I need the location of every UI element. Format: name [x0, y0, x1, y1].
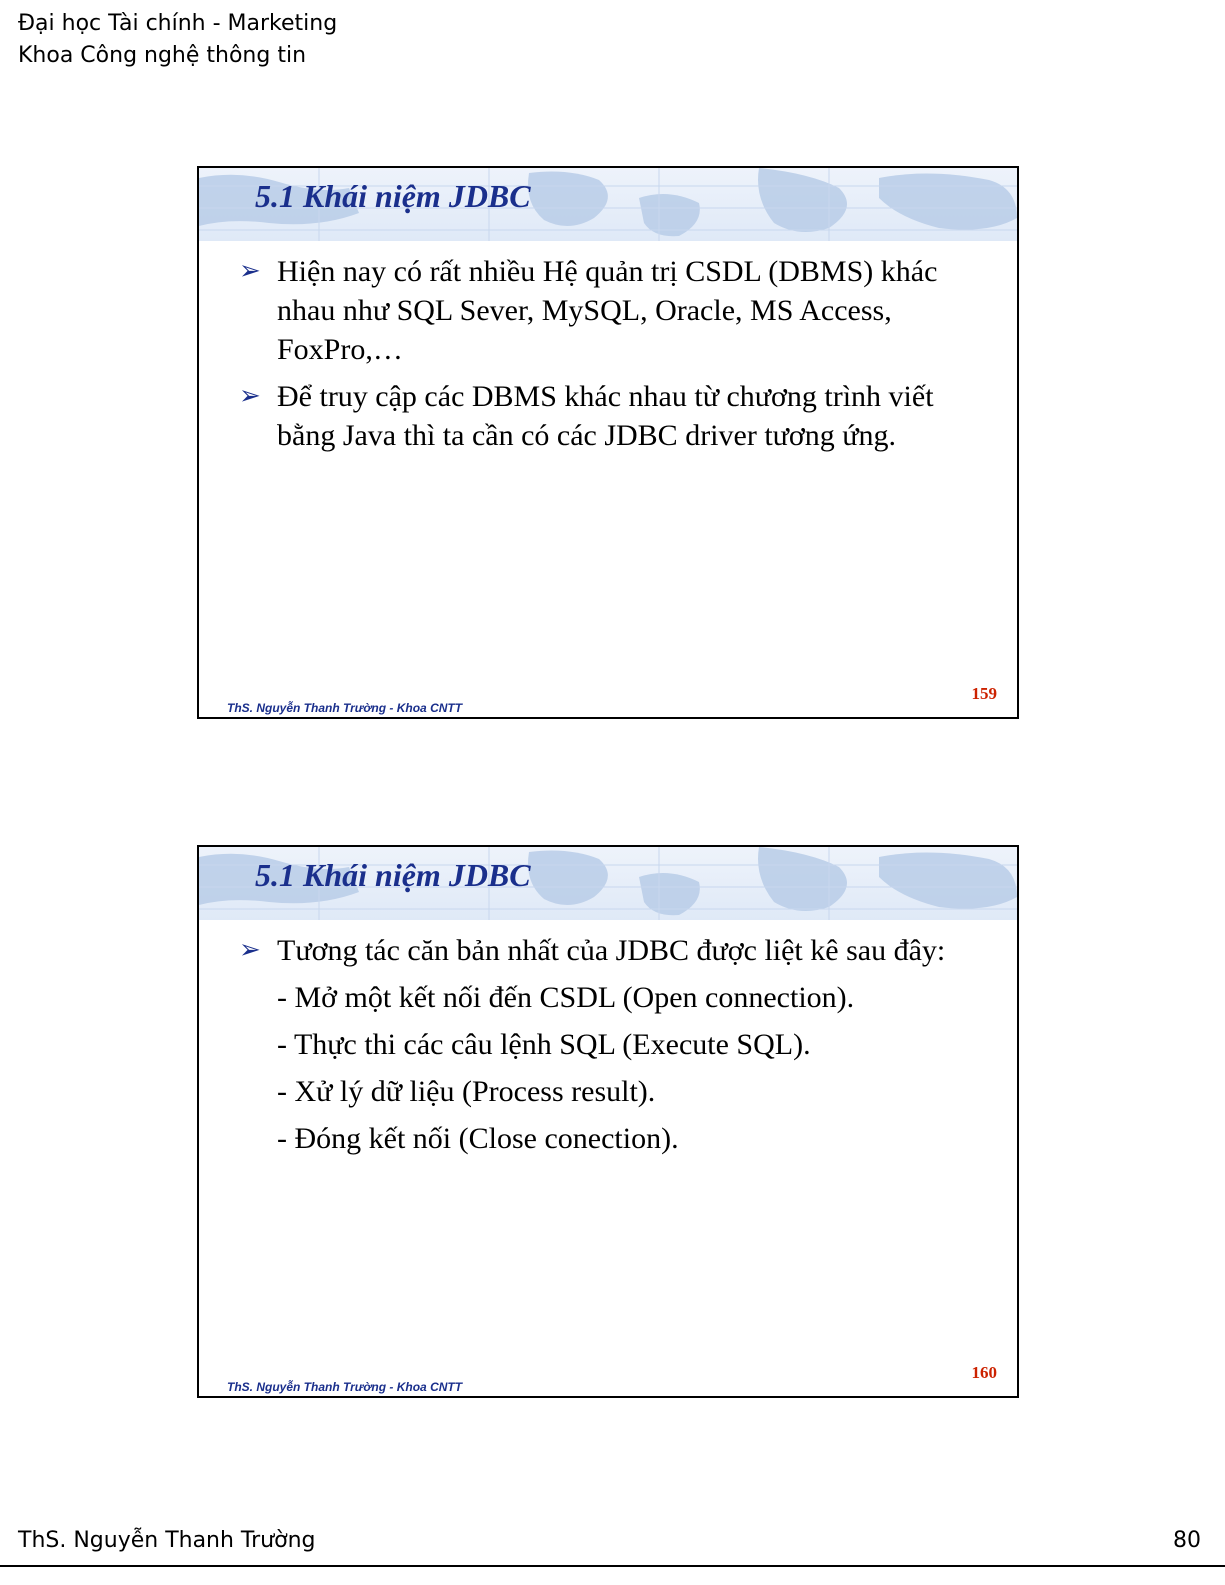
bullet-text: Để truy cập các DBMS khác nhau từ chương trình viết bằng Java thì ta cần có các JDBC driver tương ứng. [277, 380, 934, 452]
slide-159 [197, 166, 1019, 719]
slide-body [239, 931, 979, 1158]
arrow-bullet-icon: ➢ [239, 935, 261, 965]
page-number: 80 [1173, 1528, 1201, 1553]
footer-divider [0, 1565, 1225, 1567]
slide-number: 159 [971, 684, 997, 703]
bullet-text: Hiện nay có rất nhiều Hệ quản trị CSDL (DBMS) khác nhau như SQL Sever, MySQL, Oracle, MS Access, FoxPro,… [277, 255, 938, 366]
sub-item: - Xử lý dữ liệu (Process result). [277, 1075, 656, 1108]
slide-number: 160 [971, 1363, 997, 1382]
footer-author: ThS. Nguyễn Thanh Trường [18, 1528, 316, 1553]
bullet-item [239, 377, 979, 455]
page-footer [0, 1524, 1225, 1564]
arrow-bullet-icon: ➢ [239, 256, 261, 286]
arrow-bullet-icon: ➢ [239, 381, 261, 411]
slide-body [239, 252, 979, 463]
slide-author: ThS. Nguyễn Thanh Trường - Khoa CNTT [227, 1380, 463, 1394]
slide-160 [197, 845, 1019, 1398]
bullet-item [239, 931, 979, 970]
slide-title: 5.1 Khái niệm JDBC [255, 857, 531, 893]
sub-item: - Thực thi các câu lệnh SQL (Execute SQL). [277, 1028, 811, 1061]
slide-title: 5.1 Khái niệm JDBC [255, 178, 531, 214]
faculty-name: Khoa Công nghệ thông tin [18, 43, 307, 68]
slide-author: ThS. Nguyễn Thanh Trường - Khoa CNTT [227, 701, 463, 715]
bullet-item [239, 252, 979, 369]
sub-item: - Đóng kết nối (Close conection). [277, 1122, 679, 1155]
university-name: Đại học Tài chính - Marketing [18, 11, 338, 36]
page-header [18, 8, 337, 72]
bullet-text: Tương tác căn bản nhất của JDBC được liệt kê sau đây: [277, 934, 946, 967]
sub-item: - Mở một kết nối đến CSDL (Open connection). [277, 981, 855, 1014]
